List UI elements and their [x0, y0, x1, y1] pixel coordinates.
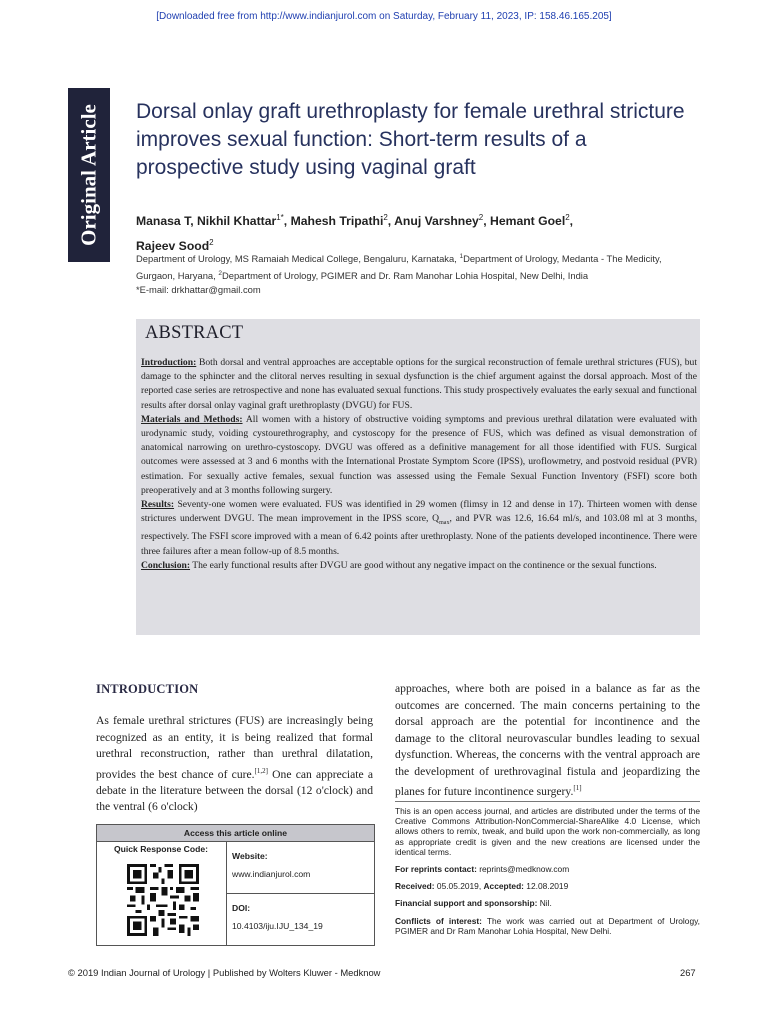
footer-copyright: © 2019 Indian Journal of Urology | Published by Wolters Kluwer - Medknow [68, 967, 381, 978]
dates-line [395, 881, 700, 891]
author-sup: 1* [276, 213, 284, 222]
citation-link[interactable]: [1,2] [254, 766, 268, 775]
affiliations [136, 250, 696, 298]
author-sup: 2 [209, 238, 214, 248]
accepted-date: 12.08.2019 [523, 881, 569, 892]
intro-paragraph-col1 [96, 713, 373, 816]
abstract-methods [141, 413, 697, 498]
conflicts-label: Conflicts of interest: [395, 915, 482, 926]
conflicts-value: The work was carried out at Department of Urology, PGIMER and Dr Ram Manohar Lohia Hospital, New Delhi. [395, 915, 701, 936]
doi-label: DOI: [232, 903, 251, 913]
section-text: Both dorsal and ventral approaches are acceptable options for the surgical reconstruction of female urethral strictures (FUS), but damage to the sphincter and the clitoral nerves resulting in sexual dysfunction is the chief argument against the dorsal approach. Most of the reported case series are retrospective and none has evaluated sexual functions. This study prospectively evaluates the early sexual and functional results after dorsal onlay vaginal graft urethroplasty (DVGU) for FUS. [141, 357, 697, 411]
website-link[interactable]: www.indianjurol.com [232, 869, 311, 879]
article-type-label: Original Article [76, 104, 101, 246]
author-name: Rajeev Sood [136, 239, 210, 254]
reprints-email[interactable]: reprints@medknow.com [476, 864, 570, 875]
download-note: [Downloaded free from http://www.indianjurol.com on Saturday, February 11, 2023, IP: 158.46.165.205] [156, 11, 612, 22]
author-sup: 2 [478, 213, 484, 222]
author-sup: 2 [383, 213, 388, 222]
doi-cell [227, 894, 374, 945]
qr-code-icon[interactable] [127, 864, 199, 936]
body-text: As female urethral strictures (FUS) are increasingly being recognized as an entity, it is being realized that formal urethral reconstruction, rather than urethral dilatation, provides the best chance of cure. [96, 714, 373, 781]
body-text: One can appreciate a debate in the literature between the dorsal (12 o'clock) and the ventral (6 o'clock) [96, 767, 373, 814]
page-number: 267 [680, 967, 696, 978]
funding-label: Financial support and sponsorship: [395, 898, 538, 909]
qr-cell [97, 842, 227, 945]
section-text: , and PVR was 12.6, 16.64 ml/s, and 103.08 ml at 3 months, respectively. The FSFI score improved with a mean of 6.42 points after urethroplasty. None of the patients developed incontinence. There were three failures after a mean follow-up of 8.5 months. [141, 513, 697, 557]
section-label: Introduction: [141, 357, 197, 368]
section-label: Materials and Methods: [141, 413, 243, 425]
received-date: 05.05.2019, [434, 881, 484, 892]
funding-line [395, 898, 700, 908]
abstract-heading: ABSTRACT [145, 323, 244, 343]
reprints-line [395, 864, 700, 874]
body-text: approaches, where both are poised in a balance as far as the outcomes are concerned. The main concerns pertaining to the dorsal approach are the potential for incontinence and the damage to the clitoral neurovascular bundles leading to sexual dysfunction. Whereas, the concerns with the ventral approach are the development of urethrovaginal fistula and jeopardizing the planes for future incontinence surgery. [395, 682, 700, 798]
abstract-body [141, 356, 697, 573]
affiliation-sup: 1 [459, 253, 464, 260]
doi-link[interactable]: 10.4103/iju.IJU_134_19 [232, 921, 323, 931]
author-name: Mahesh Tripathi [290, 214, 384, 229]
abstract-conclusion [141, 559, 697, 573]
affiliation-text: Department of Urology, Medanta - The Medicity, Gurgaon, Haryana, [136, 253, 662, 281]
citation-link[interactable]: [1] [573, 784, 582, 792]
affiliation-text: Department of Urology, MS Ramaiah Medical College, Bengaluru, Karnataka, [136, 253, 460, 265]
article-type-tab [68, 88, 110, 262]
author-name: Nikhil Khattar [196, 214, 277, 229]
section-label: Results: [141, 499, 175, 511]
affiliation-sup: 2 [218, 269, 222, 277]
access-article-box [96, 824, 375, 946]
author-sup: 2 [565, 213, 570, 222]
info-divider [395, 801, 700, 802]
author-name: Manasa T [136, 214, 191, 229]
website-cell [227, 842, 374, 894]
abstract-results [141, 498, 697, 559]
conflicts-line [395, 916, 700, 936]
article-title: Dorsal onlay graft urethroplasty for female urethral stricture improves sexual function: Short-term results of a prospective study using vaginal graft [136, 100, 685, 179]
access-box-title: Access this article online [97, 825, 374, 842]
received-label: Received: [395, 881, 435, 892]
reprints-label: For reprints contact: [395, 864, 477, 875]
license-text: This is an open access journal, and articles are distributed under the terms of the Creative Commons Attribution-NonCommercial-ShareAlike 4.0 License, which allows others to remix, tweak, and build upon the work non-commercially, as long as appropriate credit is given and the new creations are licensed under the identical terms. [395, 806, 700, 857]
funding-value: Nil. [537, 898, 552, 909]
author-list: Manasa T, Nikhil Khattar$^{1*}$, Mahesh Tripathi$^2$, Anuj Varshney$^2$, Hemant Goel$^2$, Rajeev Sood$^2$ [136, 213, 574, 254]
abstract-introduction [141, 356, 697, 413]
author-name: Anuj Varshney [394, 214, 479, 229]
accepted-label: Accepted: [483, 881, 524, 892]
introduction-heading: INTRODUCTION [96, 682, 199, 696]
website-label: Website: [232, 851, 268, 861]
qmax-subscript: max [439, 520, 450, 527]
section-text: All women with a history of obstructive voiding symptoms and previous urethral dilatation were evaluated with urodynamic study, voiding cystourethrography, and cystoscopy for the presence of FUS, which was defined as visual demonstration of anatomical narrowing on urethro-cystoscopy. DVGU was offered as a definitive management for all those identified with FUS. Surgical outcomes were assessed at 3 and 6 months with the International Prostate Symptom Score (IPSS), uroflowmetry, and postvoid residual (PVR) estimation. For sexually active females, sexual function was assessed using the Female Sexual Function Inventory (FSFI) score both preoperatively and at 3 months following surgery. [141, 413, 697, 496]
section-text: The early functional results after DVGU are good without any negative impact on the continence or the sexual functions. [190, 559, 657, 571]
qr-label: Quick Response Code: [113, 844, 209, 854]
article-info [395, 806, 700, 943]
intro-paragraph-col2 [395, 681, 700, 800]
affiliation-text: Department of Urology, PGIMER and Dr. Ram Manohar Lohia Hospital, New Delhi, India [221, 269, 589, 281]
email-line: *E-mail: drkhattar@gmail.com [136, 284, 261, 296]
section-label: Conclusion: [141, 559, 191, 571]
section-text: Seventy-one women were evaluated. FUS was identified in 29 women (flimsy in 12 and dense in 17). Thirteen women with dense strictures underwent DVGU. The mean improvement in the IPSS score, Q [141, 499, 697, 525]
author-name: Hemant Goel [490, 214, 566, 229]
